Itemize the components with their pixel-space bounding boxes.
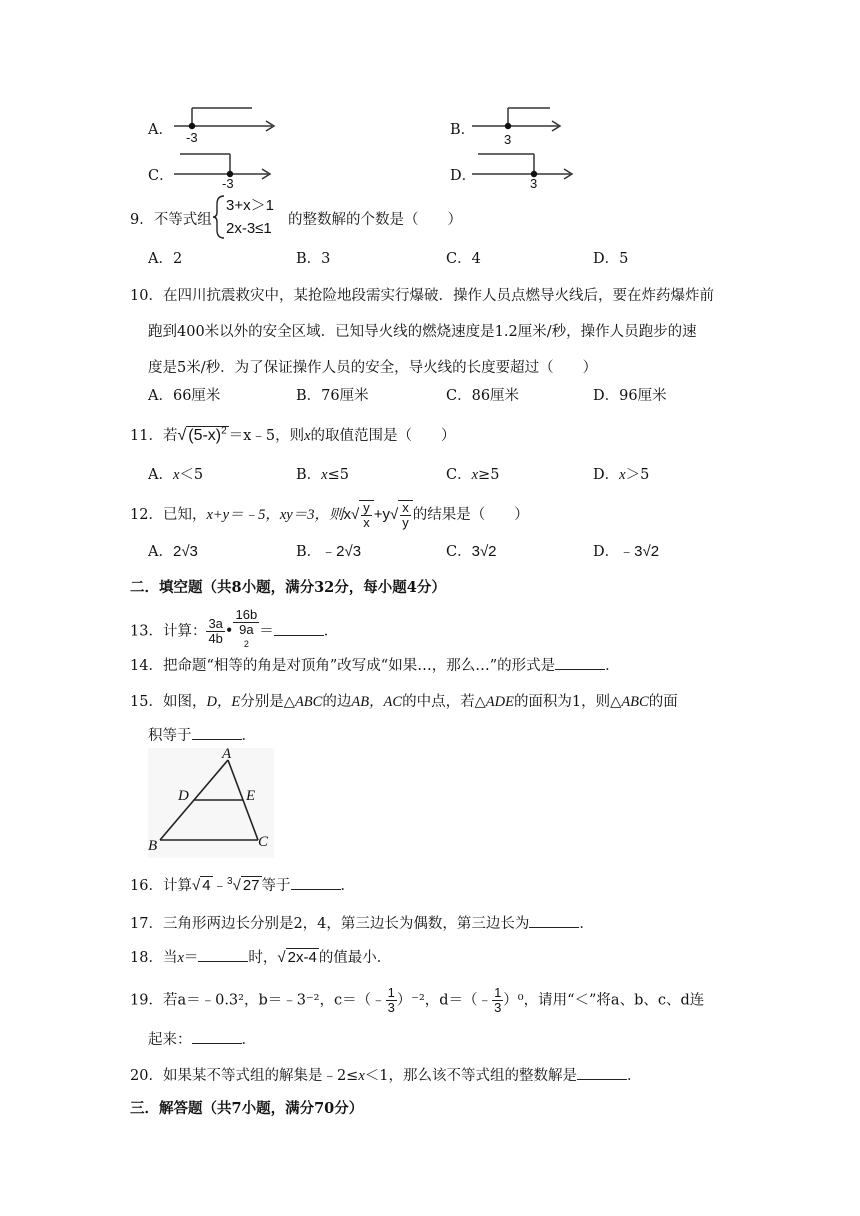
q9-number: 9．: [130, 212, 154, 228]
q16-radicand-1: 4: [202, 877, 211, 894]
q9-brace: [212, 194, 226, 240]
q19-line2: [148, 1028, 256, 1049]
q17-text: 三角形两边长分别是2，4，第三边长为偶数，第三边长为: [162, 916, 530, 932]
q16-minus: ﹣: [212, 878, 228, 894]
q13-lead: 计算：: [162, 623, 207, 640]
q11-radical: √ $(5-x)^2$: [177, 425, 227, 444]
q8-option-d-numberline: [470, 152, 580, 192]
q19-fraction-c: [386, 986, 397, 1015]
q18-var: x: [177, 950, 184, 966]
q11-option-d-var: x: [619, 467, 626, 483]
q15-t5: 的边: [322, 694, 352, 710]
q11-option-b-letter: B．: [296, 467, 322, 483]
q19-line2-text: 起来：: [148, 1032, 192, 1048]
q11-exponent: 2: [221, 425, 227, 437]
q12-tail: 的结果是（ ）: [412, 507, 529, 523]
q11-option-c-rel: ≥5: [478, 467, 500, 483]
q11-number: 11．: [130, 428, 163, 444]
q19-answer-blank[interactable]: [192, 1031, 242, 1044]
q10-option-c[interactable]: C．86厘米: [446, 388, 520, 404]
q15-label-d: D: [178, 788, 189, 804]
q14-answer-blank[interactable]: [555, 657, 605, 670]
q18-answer-blank[interactable]: [198, 949, 248, 962]
q16-tail: 等于: [261, 878, 291, 894]
q18-tail: 的值最小．: [318, 950, 392, 966]
q11-option-c-var: x: [471, 467, 479, 483]
q10-option-a[interactable]: A．66厘米: [148, 388, 221, 404]
q19-fd-numerator: 1: [494, 985, 502, 1000]
q8-option-c[interactable]: [148, 164, 174, 185]
q12-frac1: $\frac{y}{x}$: [359, 500, 374, 530]
q18-mid: 时，: [248, 950, 278, 966]
q10-text-2: 跑到400米以外的安全区域．已知导火线的燃烧速度是1.2厘米/秒，操作人员跑步的速: [148, 324, 697, 340]
q15-label-e: E: [246, 788, 256, 804]
q11-var: x: [304, 428, 311, 444]
q20-tail: ＜1，那么该不等式组的整数解是: [364, 1068, 577, 1084]
q18-number: 18．: [130, 950, 163, 966]
q20-stem: [130, 1064, 642, 1085]
q15-t4: ABC: [294, 694, 323, 710]
q20-number: 20．: [130, 1068, 163, 1084]
q13-f1-denominator: 4b: [208, 631, 223, 647]
q9-option-d[interactable]: D．5: [593, 251, 629, 267]
q9-system-line2: 2x-3≤1: [226, 220, 272, 237]
q19-text-3: ）⁰，请用“＜”将a、b、c、d连: [503, 992, 705, 1009]
q12-option-b-value: ﹣2√3: [321, 543, 362, 560]
q11-option-b[interactable]: [296, 463, 349, 484]
q16-radicand-2: 27: [242, 877, 260, 894]
q18-lead: 当: [162, 950, 178, 966]
q11-stem: [130, 424, 456, 445]
q13-fraction-1: [206, 617, 224, 646]
q15-t6: AB，AC: [351, 694, 403, 710]
q19-end: ．: [241, 1032, 256, 1048]
q17-answer-blank[interactable]: [529, 915, 579, 928]
q11-option-c-letter: C．: [446, 467, 472, 483]
q13-dot: •: [224, 623, 234, 640]
q13-f2-numerator: 16b: [235, 607, 258, 622]
q12-option-a[interactable]: [148, 540, 198, 561]
q15-label-a: A: [222, 746, 232, 762]
q14-number: 14．: [130, 658, 163, 674]
q18-stem: [130, 946, 391, 967]
q20-var: x: [358, 1068, 365, 1084]
q11-option-b-var: x: [321, 467, 328, 483]
q18-sqrt: √ 2x-4: [277, 949, 317, 966]
q13-fraction-2: [233, 608, 259, 655]
q19-fraction-d: [492, 986, 503, 1015]
q16-lead: 计算: [162, 878, 192, 894]
q12-option-a-letter: A．: [148, 544, 173, 560]
q11-option-a-letter: A．: [148, 467, 173, 483]
q12-lead: 已知，: [162, 507, 207, 523]
q16-number: 16．: [130, 878, 163, 894]
q11-option-a-rel: ＜5: [179, 467, 204, 483]
q15-line2: [148, 724, 256, 745]
q12-option-b-letter: B．: [296, 544, 322, 560]
q16-end: ．: [340, 878, 356, 894]
q16-sqrt: √ 4: [191, 877, 211, 894]
q12-option-b[interactable]: [296, 540, 361, 561]
q14-end: ．: [605, 658, 620, 674]
q13-f1-numerator: 3a: [208, 616, 223, 632]
q17-stem: [130, 912, 594, 933]
q11-option-d[interactable]: [593, 463, 649, 484]
q8-option-b-letter: B．: [450, 122, 476, 138]
q15-end: ．: [241, 728, 256, 744]
q11-tail: 的取值范围是（ ）: [310, 428, 456, 444]
q19-fd-denominator: 3: [494, 1000, 502, 1015]
q8-option-a-tick: -3: [186, 130, 198, 145]
q13-f2-exponent: 2: [243, 639, 249, 649]
q13-f2-denominator: 9a: [239, 622, 254, 637]
q8-option-b-tick: 3: [504, 132, 512, 147]
q12-expression: x√ $\frac{y}{x}$ +y√ $\frac{x}{y}$: [343, 500, 412, 530]
q20-end: ．: [627, 1068, 642, 1084]
q16-cbrt: $^3$√ 27: [227, 876, 260, 894]
q9-lead: 不等式组: [153, 212, 212, 228]
q11-option-c[interactable]: [446, 463, 499, 484]
q13-tail: ＝: [259, 623, 274, 640]
q15-figure: [148, 748, 274, 858]
q10-line1: [130, 284, 714, 305]
q10-number: 10．: [130, 288, 163, 304]
section-3-heading: 三．解答题（共7小题，满分70分）: [130, 1100, 364, 1117]
q8-option-d-letter: D．: [450, 168, 477, 184]
q15-line2-text: 积等于: [148, 728, 192, 744]
q18-radicand: 2x-4: [287, 949, 317, 966]
q12-condition: x+y＝﹣5，xy＝3，则: [206, 507, 344, 523]
q12-stem: [130, 500, 529, 530]
q12-option-d[interactable]: [593, 540, 659, 561]
q11-option-b-rel: ≤5: [327, 467, 349, 483]
q17-number: 17．: [130, 916, 163, 932]
q8-option-c-letter: C．: [148, 168, 174, 184]
q11-radicand: [186, 426, 228, 444]
q16-root-index: 3: [227, 876, 233, 887]
q12-option-c[interactable]: [446, 540, 497, 561]
q19-number: 19．: [130, 992, 163, 1009]
q13-stem: 13．计算： $\frac{3a}{4b}$ • 16b 9a $^2$ ＝ ．: [130, 608, 338, 655]
q19-fc-numerator: 1: [387, 985, 395, 1000]
q19-text-2: ）⁻²，d＝（﹣: [396, 992, 493, 1009]
q15-t8: ADE: [485, 694, 514, 710]
q11-mid: ＝x﹣5，则: [228, 428, 305, 444]
q11-lead: 若: [162, 428, 178, 444]
q12-frac2: $\frac{x}{y}$: [398, 500, 413, 530]
q8-option-a-letter: A．: [148, 122, 173, 138]
q9-tail: 的整数解的个数是（ ）: [288, 212, 462, 228]
q15-number: 15．: [130, 694, 163, 710]
q19-text-1: 若a＝﹣0.3²，b＝﹣3⁻²，c＝（﹣: [162, 992, 386, 1009]
q16-stem: [130, 874, 355, 895]
q15-label-b: B: [148, 838, 158, 854]
q16-answer-blank[interactable]: [291, 877, 341, 890]
q9-system-line1: 3+x＞1: [226, 197, 274, 214]
q13-number: 13．: [130, 623, 163, 640]
section-2-heading: 二．填空题（共8小题，满分32分，每小题4分）: [130, 579, 446, 596]
q10-option-b[interactable]: B．76厘米: [296, 388, 369, 404]
q9-option-a[interactable]: A．2: [148, 251, 183, 267]
q9-stem: [130, 208, 212, 229]
q17-end: ．: [579, 916, 594, 932]
q15-t11: 的面: [648, 694, 678, 710]
q13-answer-blank[interactable]: [274, 623, 324, 636]
q15-t7: 的中点，若△: [402, 694, 486, 710]
q10-option-d[interactable]: D．96厘米: [593, 388, 667, 404]
q12-option-d-value: ﹣3√2: [619, 543, 660, 560]
q11-option-d-rel: ＞5: [625, 467, 650, 483]
q15-label-c: C: [258, 834, 269, 850]
q20-lead: 如果某不等式组的解集是﹣2≤: [162, 1068, 359, 1084]
q8-option-b-numberline: [470, 106, 570, 146]
q10-text-3: 度是5米/秒．为了保证操作人员的安全，导火线的长度要超过（ ）: [148, 360, 598, 376]
q14-text: 把命题“相等的角是对顶角”改写成“如果…，那么…”的形式是: [162, 658, 556, 674]
q15-t9: 的面积为1，则△: [513, 694, 622, 710]
q8-option-d-tick: 3: [530, 176, 538, 191]
q14-stem: [130, 654, 620, 675]
q15-t3: 分别是△: [240, 694, 295, 710]
q19-line1: [130, 986, 704, 1015]
q11-option-a-var: x: [172, 467, 180, 483]
q10-text-1: 在四川抗震救灾中，某抢险地段需实行爆破．操作人员点燃导火线后，要在炸药爆炸前: [162, 288, 714, 304]
q11-option-a[interactable]: [148, 463, 203, 484]
q15-t10: ABC: [621, 694, 649, 710]
q15-answer-blank[interactable]: [192, 727, 242, 740]
q19-fc-denominator: 3: [387, 1000, 395, 1015]
q12-option-c-value: 3√2: [471, 543, 497, 560]
q12-number: 12．: [130, 507, 163, 523]
q9-option-c[interactable]: C．4: [446, 251, 481, 267]
q11-option-d-letter: D．: [593, 467, 620, 483]
q15-t1: 如图，: [162, 694, 207, 710]
q12-option-a-value: 2√3: [172, 543, 198, 560]
q8-option-c-tick: -3: [222, 176, 234, 191]
q20-answer-blank[interactable]: [577, 1067, 627, 1080]
q15-t2: D，E: [206, 694, 241, 710]
q9-option-b[interactable]: B．3: [296, 251, 331, 267]
q15-line1: [130, 690, 678, 711]
q11-radicand-text: (5-x): [188, 427, 222, 444]
q8-option-a[interactable]: [148, 118, 173, 139]
q12-option-c-letter: C．: [446, 544, 472, 560]
q18-eq: ＝: [183, 950, 199, 966]
q12-option-d-letter: D．: [593, 544, 620, 560]
